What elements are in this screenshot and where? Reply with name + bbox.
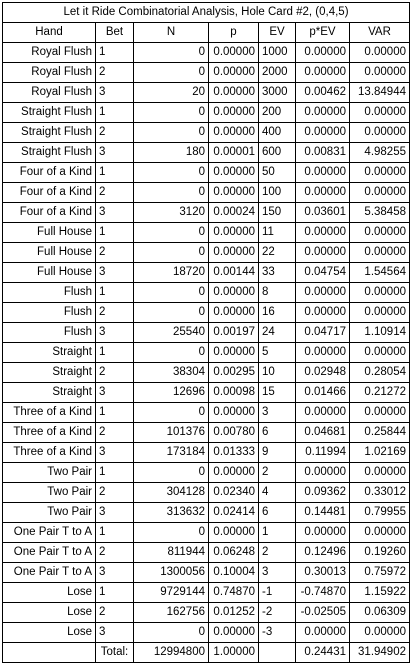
total-spacer (3, 643, 96, 663)
total-n: 12994800 (134, 643, 209, 663)
cell-p: 0.00000 (209, 223, 259, 243)
cell-p-ev: 0.00000 (296, 303, 350, 323)
cell-p-ev: 0.00000 (296, 403, 350, 423)
cell-bet: 3 (96, 443, 134, 463)
table-row (3, 523, 410, 543)
cell-p-ev: 0.00000 (296, 63, 350, 83)
cell-hand: Four of a Kind (3, 203, 96, 223)
cell-p-ev: 0.00000 (296, 123, 350, 143)
cell-bet: 3 (96, 143, 134, 163)
cell-bet: 3 (96, 503, 134, 523)
cell-n: 0 (134, 523, 209, 543)
cell-bet: 2 (96, 483, 134, 503)
total-ev-empty (259, 643, 296, 663)
cell-n: 3120 (134, 203, 209, 223)
cell-var: 0.00000 (350, 303, 410, 323)
cell-p-ev: 0.01466 (296, 383, 350, 403)
cell-bet: 2 (96, 423, 134, 443)
cell-hand: Four of a Kind (3, 183, 96, 203)
total-label: Total: (96, 643, 134, 663)
table-row (3, 323, 410, 343)
table-title: Let it Ride Combinatorial Analysis, Hole Card #2, (0,4,5) (3, 3, 410, 23)
cell-ev: 2000 (259, 63, 296, 83)
table-row (3, 263, 410, 283)
cell-var: 0.00000 (350, 343, 410, 363)
header-hand: Hand (3, 23, 96, 43)
cell-var: 0.00000 (350, 623, 410, 643)
cell-var: 13.84944 (350, 83, 410, 103)
cell-p: 0.00000 (209, 623, 259, 643)
cell-bet: 3 (96, 203, 134, 223)
cell-p-ev: 0.14481 (296, 503, 350, 523)
table-row (3, 123, 410, 143)
cell-n: 0 (134, 623, 209, 643)
cell-hand: Straight Flush (3, 123, 96, 143)
cell-ev: 1 (259, 523, 296, 543)
cell-p: 0.00000 (209, 43, 259, 63)
cell-var: 1.10914 (350, 323, 410, 343)
cell-var: 1.15922 (350, 583, 410, 603)
cell-bet: 2 (96, 363, 134, 383)
table-row (3, 203, 410, 223)
cell-var: 0.00000 (350, 403, 410, 423)
cell-var: 0.00000 (350, 163, 410, 183)
cell-p: 0.01252 (209, 603, 259, 623)
table-row (3, 83, 410, 103)
cell-p-ev: 0.00000 (296, 523, 350, 543)
cell-p-ev: 0.00831 (296, 143, 350, 163)
table-row (3, 383, 410, 403)
cell-n: 811944 (134, 543, 209, 563)
cell-n: 0 (134, 243, 209, 263)
table-row (3, 343, 410, 363)
cell-hand: Two Pair (3, 463, 96, 483)
cell-hand: Royal Flush (3, 83, 96, 103)
cell-hand: Royal Flush (3, 43, 96, 63)
table-row (3, 563, 410, 583)
cell-p: 0.00098 (209, 383, 259, 403)
cell-var: 0.00000 (350, 463, 410, 483)
cell-var: 1.54564 (350, 263, 410, 283)
table-row (3, 503, 410, 523)
cell-p-ev: 0.00000 (296, 103, 350, 123)
cell-ev: 6 (259, 503, 296, 523)
cell-n: 0 (134, 183, 209, 203)
cell-hand: Flush (3, 283, 96, 303)
cell-ev: 2 (259, 463, 296, 483)
cell-p-ev: 0.00000 (296, 283, 350, 303)
cell-var: 0.00000 (350, 523, 410, 543)
cell-var: 0.00000 (350, 183, 410, 203)
cell-hand: Full House (3, 263, 96, 283)
cell-p-ev: 0.04681 (296, 423, 350, 443)
cell-bet: 1 (96, 283, 134, 303)
cell-var: 0.75972 (350, 563, 410, 583)
cell-bet: 1 (96, 103, 134, 123)
cell-p: 0.00295 (209, 363, 259, 383)
table-row (3, 603, 410, 623)
cell-ev: -2 (259, 603, 296, 623)
table-row (3, 243, 410, 263)
cell-var: 0.33012 (350, 483, 410, 503)
cell-n: 1300056 (134, 563, 209, 583)
header-n: N (134, 23, 209, 43)
header-row (3, 23, 410, 43)
cell-p: 0.00000 (209, 123, 259, 143)
cell-n: 12696 (134, 383, 209, 403)
cell-hand: Flush (3, 323, 96, 343)
cell-n: 0 (134, 463, 209, 483)
cell-ev: 10 (259, 363, 296, 383)
cell-bet: 2 (96, 243, 134, 263)
cell-bet: 1 (96, 223, 134, 243)
cell-bet: 2 (96, 123, 134, 143)
cell-bet: 1 (96, 583, 134, 603)
total-row (3, 643, 410, 663)
cell-hand: One Pair T to A (3, 523, 96, 543)
cell-bet: 2 (96, 63, 134, 83)
table-row (3, 543, 410, 563)
table-row (3, 43, 410, 63)
cell-p: 0.00144 (209, 263, 259, 283)
cell-hand: One Pair T to A (3, 563, 96, 583)
cell-ev: 3000 (259, 83, 296, 103)
cell-bet: 1 (96, 163, 134, 183)
table-row (3, 463, 410, 483)
table-row (3, 283, 410, 303)
cell-ev: 3 (259, 403, 296, 423)
cell-p: 0.06248 (209, 543, 259, 563)
table-row (3, 303, 410, 323)
cell-hand: Straight (3, 383, 96, 403)
cell-bet: 2 (96, 603, 134, 623)
cell-ev: 33 (259, 263, 296, 283)
cell-p-ev: 0.03601 (296, 203, 350, 223)
cell-bet: 3 (96, 623, 134, 643)
cell-var: 0.19260 (350, 543, 410, 563)
cell-ev: 2 (259, 543, 296, 563)
cell-var: 0.06309 (350, 603, 410, 623)
cell-hand: Lose (3, 603, 96, 623)
cell-n: 313632 (134, 503, 209, 523)
cell-n: 0 (134, 163, 209, 183)
title-row (3, 3, 410, 23)
cell-ev: 600 (259, 143, 296, 163)
table-row (3, 423, 410, 443)
cell-p: 0.00000 (209, 63, 259, 83)
cell-bet: 1 (96, 403, 134, 423)
cell-p: 0.74870 (209, 583, 259, 603)
cell-p: 0.00000 (209, 303, 259, 323)
cell-var: 5.38458 (350, 203, 410, 223)
cell-var: 0.28054 (350, 363, 410, 383)
cell-p: 0.00001 (209, 143, 259, 163)
cell-bet: 1 (96, 463, 134, 483)
cell-bet: 3 (96, 263, 134, 283)
cell-bet: 1 (96, 343, 134, 363)
table-row (3, 103, 410, 123)
cell-ev: 22 (259, 243, 296, 263)
cell-n: 0 (134, 303, 209, 323)
cell-p-ev: 0.00000 (296, 43, 350, 63)
cell-var: 0.25844 (350, 423, 410, 443)
cell-hand: Royal Flush (3, 63, 96, 83)
cell-p: 0.00000 (209, 403, 259, 423)
table-row (3, 443, 410, 463)
cell-ev: 50 (259, 163, 296, 183)
cell-bet: 2 (96, 543, 134, 563)
cell-ev: 1000 (259, 43, 296, 63)
cell-var: 1.02169 (350, 443, 410, 463)
spreadsheet (2, 2, 410, 663)
cell-ev: -3 (259, 623, 296, 643)
cell-hand: Full House (3, 223, 96, 243)
cell-hand: Full House (3, 243, 96, 263)
cell-hand: Flush (3, 303, 96, 323)
header-p: p (209, 23, 259, 43)
cell-p-ev: 0.11994 (296, 443, 350, 463)
cell-p-ev: 0.12496 (296, 543, 350, 563)
cell-p: 0.00000 (209, 343, 259, 363)
cell-ev: 11 (259, 223, 296, 243)
cell-hand: Two Pair (3, 503, 96, 523)
cell-p-ev: -0.74870 (296, 583, 350, 603)
cell-p-ev: -0.02505 (296, 603, 350, 623)
cell-bet: 1 (96, 43, 134, 63)
cell-n: 0 (134, 283, 209, 303)
cell-n: 9729144 (134, 583, 209, 603)
cell-ev: 400 (259, 123, 296, 143)
cell-var: 0.79955 (350, 503, 410, 523)
cell-p: 0.00780 (209, 423, 259, 443)
cell-p: 0.00000 (209, 283, 259, 303)
cell-bet: 1 (96, 523, 134, 543)
cell-n: 162756 (134, 603, 209, 623)
cell-p-ev: 0.00000 (296, 463, 350, 483)
cell-hand: Two Pair (3, 483, 96, 503)
cell-hand: Lose (3, 623, 96, 643)
header-var: VAR (350, 23, 410, 43)
cell-ev: 9 (259, 443, 296, 463)
cell-p: 0.00000 (209, 103, 259, 123)
total-p-ev: 0.24431 (296, 643, 350, 663)
cell-n: 0 (134, 403, 209, 423)
table-row (3, 183, 410, 203)
cell-p-ev: 0.02948 (296, 363, 350, 383)
cell-hand: Lose (3, 583, 96, 603)
cell-p-ev: 0.00462 (296, 83, 350, 103)
header-p-ev: p*EV (296, 23, 350, 43)
cell-n: 20 (134, 83, 209, 103)
cell-p-ev: 0.00000 (296, 623, 350, 643)
cell-n: 180 (134, 143, 209, 163)
cell-bet: 2 (96, 303, 134, 323)
cell-var: 0.00000 (350, 223, 410, 243)
cell-p-ev: 0.00000 (296, 243, 350, 263)
cell-p: 0.02340 (209, 483, 259, 503)
total-p: 1.00000 (209, 643, 259, 663)
cell-p: 0.00000 (209, 243, 259, 263)
cell-n: 0 (134, 123, 209, 143)
table-row (3, 623, 410, 643)
cell-n: 0 (134, 43, 209, 63)
cell-p: 0.00197 (209, 323, 259, 343)
table-row (3, 403, 410, 423)
cell-p: 0.00024 (209, 203, 259, 223)
cell-var: 0.00000 (350, 123, 410, 143)
cell-hand: Four of a Kind (3, 163, 96, 183)
cell-n: 173184 (134, 443, 209, 463)
cell-hand: Straight Flush (3, 143, 96, 163)
cell-ev: 5 (259, 343, 296, 363)
cell-var: 0.00000 (350, 243, 410, 263)
cell-p-ev: 0.00000 (296, 163, 350, 183)
cell-var: 0.21272 (350, 383, 410, 403)
cell-n: 18720 (134, 263, 209, 283)
cell-p: 0.00000 (209, 183, 259, 203)
cell-var: 0.00000 (350, 103, 410, 123)
cell-p-ev: 0.00000 (296, 343, 350, 363)
table-row (3, 143, 410, 163)
table-row (3, 223, 410, 243)
cell-hand: Three of a Kind (3, 403, 96, 423)
cell-n: 38304 (134, 363, 209, 383)
table-row (3, 163, 410, 183)
cell-var: 0.00000 (350, 63, 410, 83)
cell-hand: One Pair T to A (3, 543, 96, 563)
cell-ev: -1 (259, 583, 296, 603)
cell-p-ev: 0.00000 (296, 223, 350, 243)
cell-p-ev: 0.04754 (296, 263, 350, 283)
cell-n: 304128 (134, 483, 209, 503)
cell-ev: 3 (259, 563, 296, 583)
table-row (3, 63, 410, 83)
cell-p-ev: 0.30013 (296, 563, 350, 583)
cell-bet: 3 (96, 563, 134, 583)
cell-ev: 200 (259, 103, 296, 123)
cell-p: 0.00000 (209, 463, 259, 483)
cell-p-ev: 0.04717 (296, 323, 350, 343)
table-row (3, 483, 410, 503)
total-var: 31.94902 (350, 643, 410, 663)
cell-ev: 15 (259, 383, 296, 403)
cell-n: 0 (134, 223, 209, 243)
header-bet: Bet (96, 23, 134, 43)
cell-hand: Straight Flush (3, 103, 96, 123)
cell-hand: Three of a Kind (3, 443, 96, 463)
cell-p-ev: 0.09362 (296, 483, 350, 503)
cell-ev: 150 (259, 203, 296, 223)
cell-n: 101376 (134, 423, 209, 443)
cell-ev: 16 (259, 303, 296, 323)
cell-ev: 24 (259, 323, 296, 343)
cell-ev: 100 (259, 183, 296, 203)
table-row (3, 583, 410, 603)
cell-p: 0.00000 (209, 163, 259, 183)
cell-hand: Straight (3, 363, 96, 383)
cell-ev: 4 (259, 483, 296, 503)
cell-var: 0.00000 (350, 283, 410, 303)
cell-var: 0.00000 (350, 43, 410, 63)
cell-hand: Straight (3, 343, 96, 363)
cell-var: 4.98255 (350, 143, 410, 163)
cell-ev: 6 (259, 423, 296, 443)
analysis-table (2, 2, 410, 663)
cell-p: 0.00000 (209, 523, 259, 543)
cell-bet: 3 (96, 323, 134, 343)
cell-p: 0.02414 (209, 503, 259, 523)
cell-n: 0 (134, 103, 209, 123)
cell-p: 0.00000 (209, 83, 259, 103)
cell-n: 0 (134, 63, 209, 83)
table-row (3, 363, 410, 383)
cell-n: 0 (134, 343, 209, 363)
cell-bet: 3 (96, 383, 134, 403)
cell-bet: 2 (96, 183, 134, 203)
cell-ev: 8 (259, 283, 296, 303)
cell-p-ev: 0.00000 (296, 183, 350, 203)
cell-hand: Three of a Kind (3, 423, 96, 443)
cell-p: 0.10004 (209, 563, 259, 583)
cell-bet: 3 (96, 83, 134, 103)
cell-p: 0.01333 (209, 443, 259, 463)
cell-n: 25540 (134, 323, 209, 343)
header-ev: EV (259, 23, 296, 43)
